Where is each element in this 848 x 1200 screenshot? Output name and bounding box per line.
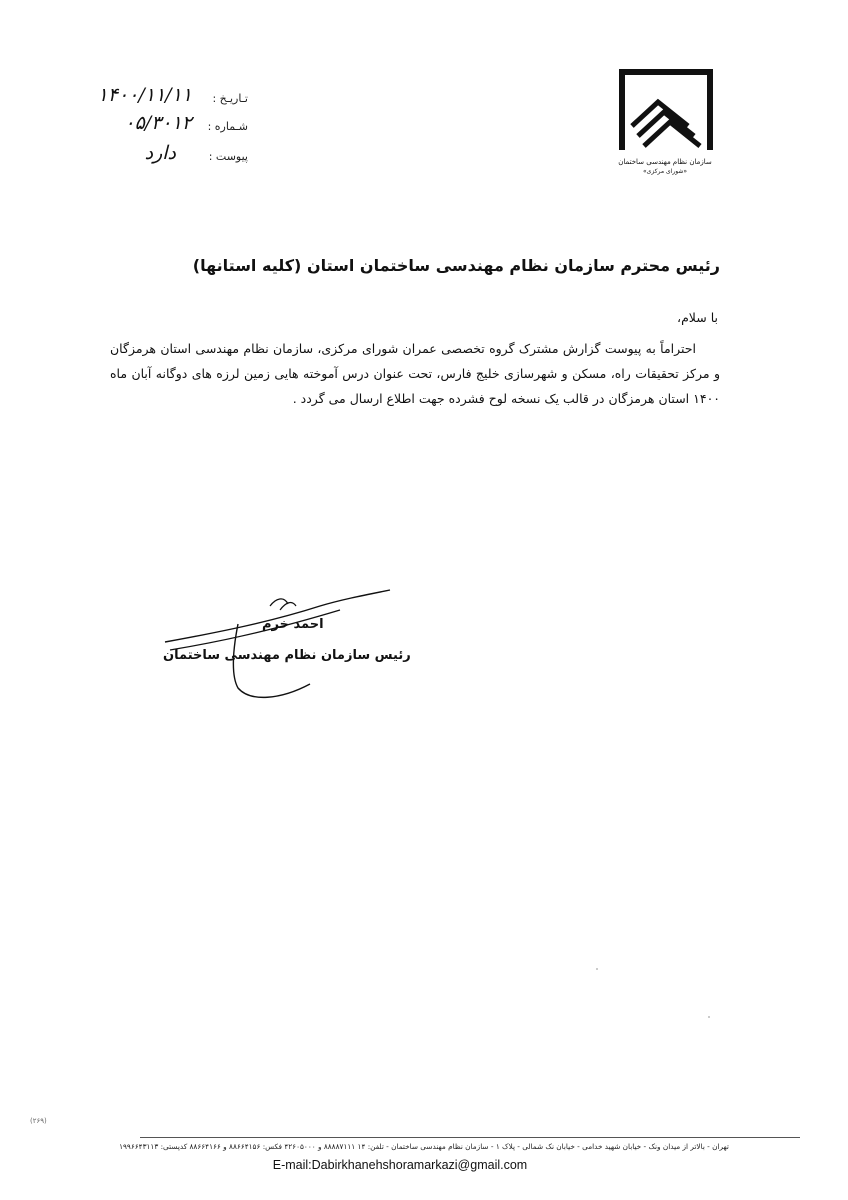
- number-value: ۰۵/۳۰۱۲: [124, 112, 192, 134]
- date-row: [68, 84, 248, 112]
- scan-speck: [708, 1016, 710, 1018]
- date-label: تـاریـخ :: [212, 92, 248, 105]
- organization-subtitle: «شورای مرکزی»: [642, 168, 688, 175]
- date-value: ۱۴۰۰/۱۱/۱۱: [97, 84, 192, 106]
- number-label: شـماره :: [207, 120, 248, 133]
- attachment-label: پیوست :: [208, 150, 248, 163]
- scan-speck: [596, 968, 598, 970]
- organization-logo-icon: [612, 68, 720, 154]
- signatory-name: احمد خرم: [262, 617, 324, 632]
- letter-body: احتراماً به پیوست گزارش مشترک گروه تخصصی عمران شورای مرکزی، سازمان نظام مهندسی استان هرمزگان و مرکز تحقیقات راه، مسکن و شهرسازی خلیج فارس، تحت عنوان درس آموخته هایی زمین لرزه های دوگانه آبان ماه ۱۴۰۰ استان هرمزگان در قالب یک نسخه لوح فشرده جهت اطلاع ارسال می گردد .: [110, 341, 720, 406]
- footer-email: E-mail:Dabirkhanehshoramarkazi@gmail.com: [272, 1158, 528, 1172]
- addressee-heading: رئیس محترم سازمان نظام مهندسی ساختمان استان (کلیه استانها): [192, 256, 720, 275]
- signatory-title: رئیس سازمان نظام مهندسی ساختمان: [163, 648, 411, 663]
- document-code: (۲۶۹): [30, 1117, 47, 1125]
- footer-divider: [140, 1137, 800, 1138]
- attachment-row: [68, 142, 248, 170]
- attachment-value: دارد: [144, 142, 176, 164]
- organization-name: سازمان نظام مهندسی ساختمان: [618, 158, 712, 166]
- number-row: [68, 112, 248, 140]
- salutation: با سلام،: [677, 310, 718, 325]
- footer-address: تهران - بالاتر از میدان ونک - خیابان شهید خدامی - خیابان نک شمالی - پلاک ۱ - سازمان نظام مهندسی ساختمان - تلفن: ۱۴ ۸۸۸۸۷۱۱۱ و ۴۲۶۰۵۰۰۰ فکس: ۸۸۶۶۴۱۵۶ و ۸۸۶۶۴۱۶۶ کدپستی: ۱۹۹۶۶۴۳۱۱۳: [119, 1142, 729, 1151]
